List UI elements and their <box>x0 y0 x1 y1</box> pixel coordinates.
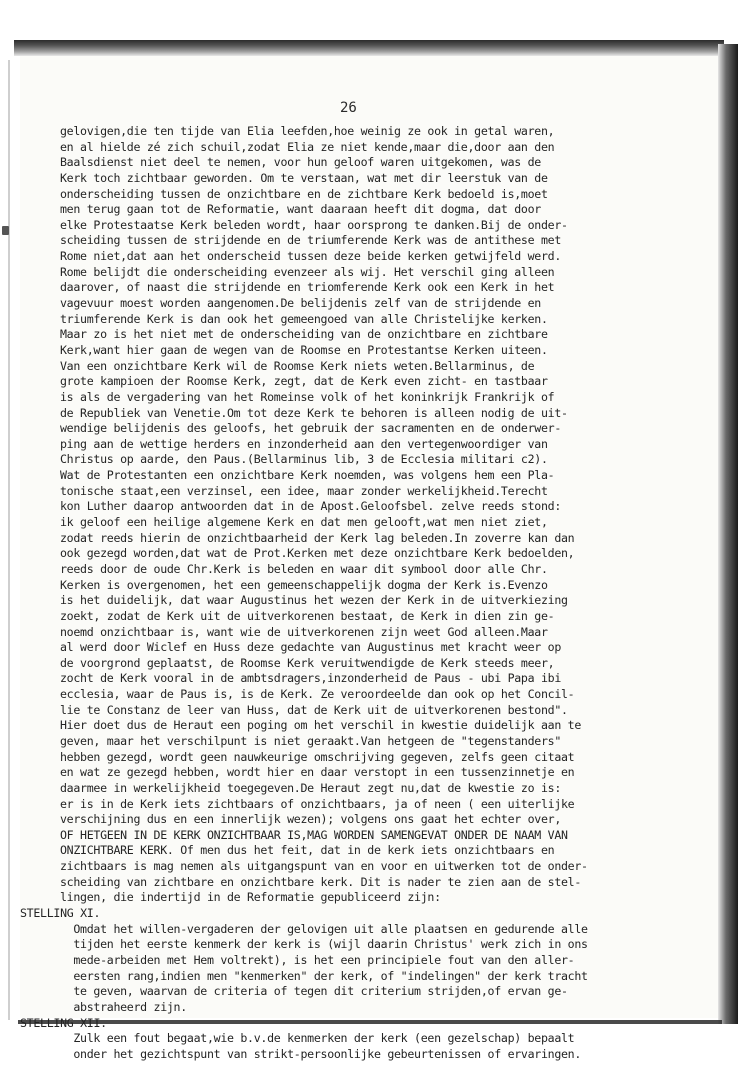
text-line: de Republiek van Venetie.Om tot deze Kerk te behoren is alleen nodig de uit- <box>60 405 568 420</box>
text-line: is als de vergadering van het Romeinse volk of het koninkrijk Frankrijk of <box>60 389 555 404</box>
text-line: daarover, of naast die strijdende en triomferende Kerk ook een Kerk in het <box>60 280 555 295</box>
text-line: de voorgrond geplaatst, de Roomse Kerk veruitwendigde de Kerk steeds meer, <box>60 655 555 670</box>
typewritten-text <box>20 124 665 1062</box>
text-line: scheiding tussen de strijdende en de triumferende Kerk was de antithese met <box>60 233 562 248</box>
text-line: en wat ze gezegd hebben, wordt hier en daar verstopt in een tussenzinnetje en <box>60 765 575 780</box>
scan-left-edge <box>8 60 10 1020</box>
text-line: Kerken is overgenomen, het een gemeenschappelijk dogma der Kerk is.Evenzo <box>60 577 548 592</box>
text-line: lingen, die indertijd in de Reformatie gepubliceerd zijn: <box>60 890 441 905</box>
text-line: reeds door de oude Chr.Kerk is beleden en waar dit symbool door alle Chr. <box>60 561 548 576</box>
text-line: al werd door Wiclef en Huss deze gedachte van Augustinus met kracht weer op <box>60 640 562 655</box>
margin-mark <box>2 226 9 235</box>
text-line: zoekt, zodat de Kerk uit de uitverkorenen bestaat, de Kerk in dien zin ge- <box>60 608 555 623</box>
text-line: STELLING XI. <box>20 906 101 921</box>
text-line: wendige belijdenis des geloofs, het gebruik der sacramenten en de onderwer- <box>60 421 562 436</box>
text-line: Kerk,want hier gaan de wegen van de Roomse en Protestantse Kerken uiteen. <box>60 342 548 357</box>
text-line: men terug gaan tot de Reformatie, want daaraan heeft dit dogma, dat door <box>60 202 541 217</box>
text-line: tonische staat,een verzinsel, een idee, maar zonder werkelijkheid.Terecht <box>60 483 548 498</box>
text-line: OF HETGEEN IN DE KERK ONZICHTBAAR IS,MAG WORDEN SAMENGEVAT ONDER DE NAAM VAN <box>60 827 568 842</box>
text-line: gelovigen,die ten tijde van Elia leefden,hoe weinig ze ook in getal waren, <box>60 124 555 138</box>
text-line: Hier doet dus de Heraut een poging om het verschil in kwestie duidelijk aan te <box>60 718 582 733</box>
scan-right-border <box>718 44 738 1024</box>
text-line: ecclesia, waar de Paus is, is de Kerk. Ze veroordeelde dan ook op het Concil- <box>60 687 575 702</box>
text-line: onder het gezichtspunt van strikt-persoonlijke gebeurtenissen of ervaringen. <box>60 1046 582 1061</box>
text-line: abstraheerd zijn. <box>60 999 187 1014</box>
text-line: noemd onzichtbaar is, want wie de uitverkorenen zijn weet God alleen.Maar <box>60 624 548 639</box>
text-line: Kerk toch zichtbaar geworden. Om te verstaan, wat met dir leerstuk van de <box>60 170 548 185</box>
text-line: triumferende Kerk is dan ook het gemeengoed van alle Christelijke kerken. <box>60 311 548 326</box>
text-line: Christus op aarde, den Paus.(Bellarminus lib, 3 de Ecclesia militari c2). <box>60 452 548 467</box>
text-line: eersten rang,indien men "kenmerken" der kerk, of "indelingen" der kerk tracht <box>60 968 588 983</box>
text-line: scheiding van zichtbare en onzichtbare kerk. Dit is nader te zien aan de stel- <box>60 874 582 889</box>
text-line: verschijning dus en een innerlijk wezen); volgens ons gaat het echter over, <box>60 812 562 827</box>
text-line: is het duidelijk, dat waar Augustinus het wezen der Kerk in de uitverkiezing <box>60 593 568 608</box>
text-line: zodat reeds hierin de onzichtbaarheid der Kerk lag beleden.In zoverre kan dan <box>60 530 575 545</box>
text-line: daarmee in werkelijkheid toegegeven.De Heraut zegt nu,dat de kwestie zo is: <box>60 780 562 795</box>
text-line: Rome niet,dat aan het onderscheid tussen deze beide kerken getwijfeld werd. <box>60 249 562 264</box>
scan-top-border <box>14 40 724 56</box>
text-line: Omdat het willen-vergaderen der gelovigen uit alle plaatsen en gedurende alle <box>60 921 588 936</box>
text-line: STELLING XII. <box>20 1015 107 1030</box>
text-line: mede-arbeiden met Hem voltrekt), is het een principiele fout van den aller- <box>60 952 575 967</box>
text-line: kon Luther daarop antwoorden dat in de Apost.Geloofsbel. zelve reeds stond: <box>60 499 562 514</box>
text-line: grote kampioen der Roomse Kerk, zegt, dat de Kerk even zicht- en tastbaar <box>60 374 548 389</box>
page-number: 26 <box>340 100 357 116</box>
text-line: geven, maar het verschilpunt is niet geraakt.Van hetgeen de "tegenstanders" <box>60 733 562 748</box>
text-line: er is in de Kerk iets zichtbaars of onzichtbaars, ja of neen ( een uiterlijke <box>60 796 575 811</box>
text-line: ping aan de wettige herders en inzonderheid aan den vertegenwoordiger van <box>60 436 548 451</box>
text-line: onderscheiding tussen de onzichtbare en de zichtbare Kerk bedoeld is,moet <box>60 186 548 201</box>
text-line: hebben gezegd, wordt geen nauwkeurige omschrijving gegeven, zelfs geen citaat <box>60 749 575 764</box>
text-line: Baalsdienst niet deel te nemen, voor hun geloof waren uitgekomen, was de <box>60 155 541 170</box>
text-line: ONZICHTBARE KERK. Of men dus het feit, dat in de kerk iets onzichtbaars en <box>60 843 555 858</box>
text-line: ik geloof een heilige algemene Kerk en dat men gelooft,wat men niet ziet, <box>60 515 548 530</box>
text-line: Zulk een fout begaat,wie b.v.de kenmerken der kerk (een gezelschap) bepaalt <box>60 1031 575 1046</box>
text-line: zocht de Kerk vooral in de ambtsdragers,inzonderheid de Paus - ubi Papa ibi <box>60 671 562 686</box>
text-line: en al hielde zé zich schuil,zodat Elia ze niet kende,maar die,door aan den <box>60 139 555 154</box>
text-line: Rome belijdt die onderscheiding evenzeer als wij. Het verschil ging alleen <box>60 264 555 279</box>
text-line: zichtbaars is mag nemen als uitgangspunt van en voor en uitwerken tot de onder- <box>60 859 588 874</box>
text-line: elke Protestaatse Kerk beleden wordt, haar oorsprong te danken.Bij de onder- <box>60 217 568 232</box>
text-line: lie te Constanz de leer van Huss, dat de Kerk uit de uitverkorenen bestond". <box>60 702 568 717</box>
text-line: vagevuur moest worden aangenomen.De belijdenis zelf van de strijdende en <box>60 296 541 311</box>
text-line: Van een onzichtbare Kerk wil de Roomse Kerk niets weten.Bellarminus, de <box>60 358 535 373</box>
text-line: ook gezegd worden,dat wat de Prot.Kerken met deze onzichtbare Kerk bedoelden, <box>60 546 575 561</box>
text-line: te geven, waarvan de criteria of tegen dit criterium strijden,of ervan ge- <box>60 984 568 999</box>
text-line: Maar zo is het niet met de onderscheiding van de onzichtbare en zichtbare <box>60 327 548 342</box>
text-line: Wat de Protestanten een onzichtbare Kerk noemden, was volgens hem een Pla- <box>60 468 555 483</box>
text-line: tijden het eerste kenmerk der kerk is (wijl daarin Christus' werk zich in ons <box>60 937 588 952</box>
